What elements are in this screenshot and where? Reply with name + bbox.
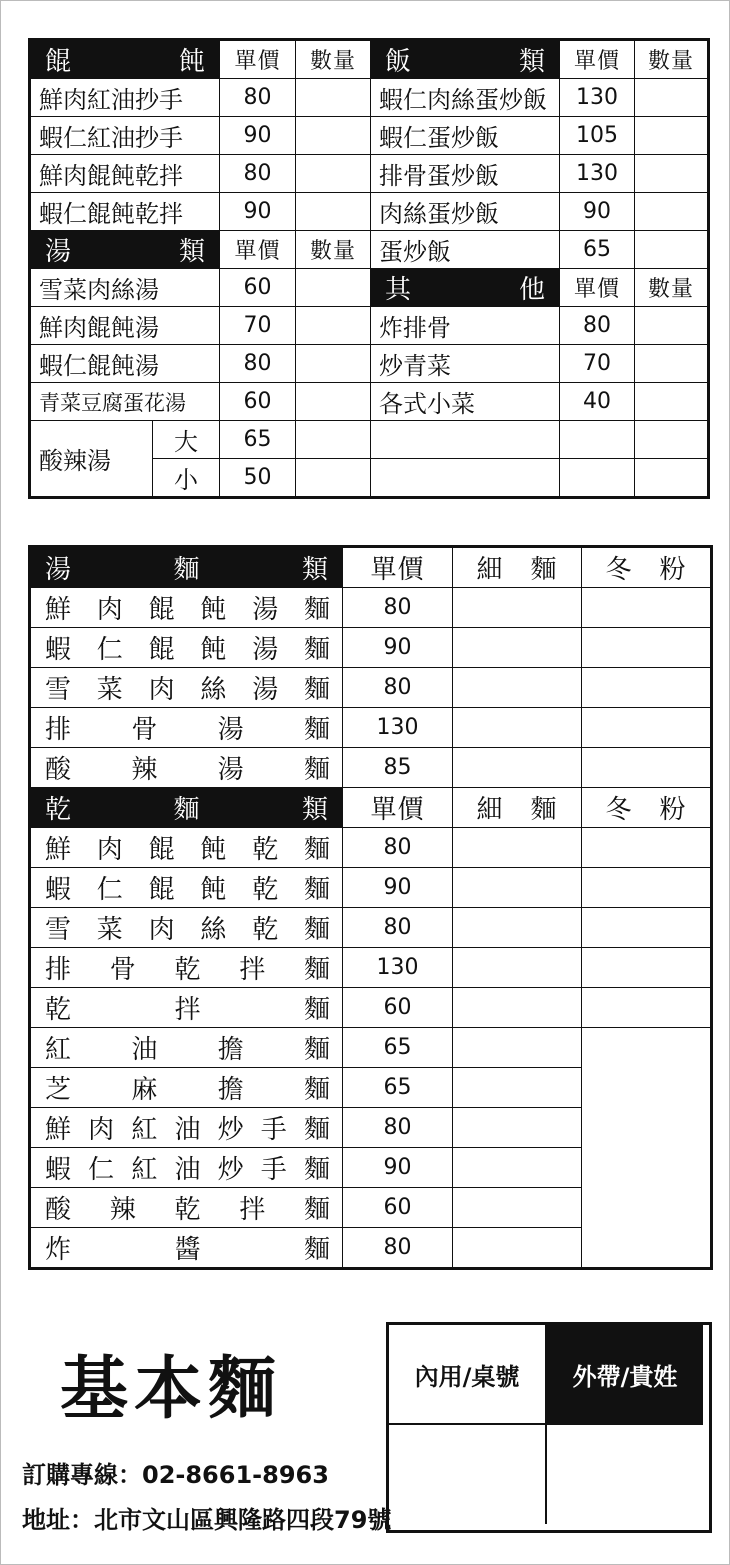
item-name: 各式小菜 — [371, 383, 560, 421]
glass-noodle-cell[interactable] — [582, 868, 712, 908]
thin-noodle-cell[interactable] — [453, 828, 582, 868]
thin-noodle-cell[interactable] — [453, 908, 582, 948]
qty-cell[interactable] — [296, 117, 371, 155]
thin-noodle-cell[interactable] — [453, 868, 582, 908]
glass-noodle-label: 冬 粉 — [582, 547, 712, 588]
empty-cell[interactable] — [635, 421, 709, 459]
noodle-row — [30, 588, 712, 628]
size-large: 大 — [153, 421, 220, 459]
item-price: 80 — [220, 345, 296, 383]
glass-noodle-cell[interactable] — [582, 748, 712, 788]
menu-row — [30, 79, 709, 117]
qty-cell[interactable] — [635, 117, 709, 155]
soup-qty-label: 數量 — [296, 231, 371, 269]
item-price: 130 — [343, 948, 453, 988]
noodle-row — [30, 708, 712, 748]
item-name: 青菜豆腐蛋花湯 — [30, 383, 220, 421]
item-price: 90 — [220, 117, 296, 155]
menu-row — [30, 231, 709, 269]
empty-cell[interactable] — [560, 421, 635, 459]
glass-noodle-label: 冬 粉 — [582, 788, 712, 828]
thin-noodle-cell[interactable] — [453, 1068, 582, 1108]
noodle-row — [30, 748, 712, 788]
takeout-label: 外帶/貴姓 — [547, 1325, 703, 1425]
rice-header: 飯 類 — [371, 40, 560, 79]
item-name: 蛋炒飯 — [371, 231, 560, 269]
item-name: 鮮 肉 紅 油 炒 手 麵 — [30, 1108, 343, 1148]
item-price: 80 — [220, 79, 296, 117]
item-name: 排 骨 乾 拌 麵 — [30, 948, 343, 988]
other-header: 其 他 — [371, 269, 560, 307]
empty-cell[interactable] — [635, 459, 709, 498]
glass-noodle-cell[interactable] — [582, 668, 712, 708]
item-name: 鮮 肉 餛 飩 湯 麵 — [30, 588, 343, 628]
item-price: 70 — [560, 345, 635, 383]
top-menu-table — [28, 38, 710, 499]
address-line: 地址：北市文山區興隆路四段79號 — [22, 1506, 392, 1534]
item-name: 蝦仁蛋炒飯 — [371, 117, 560, 155]
item-price: 85 — [343, 748, 453, 788]
item-name: 炸 醬 麵 — [30, 1228, 343, 1269]
wonton-header: 餛 飩 — [30, 40, 220, 79]
noodle-row — [30, 668, 712, 708]
rice-price-label: 單價 — [560, 40, 635, 79]
thin-noodle-cell[interactable] — [453, 1028, 582, 1068]
item-price: 60 — [343, 988, 453, 1028]
header-row — [30, 788, 712, 828]
item-price: 80 — [220, 155, 296, 193]
item-name: 肉絲蛋炒飯 — [371, 193, 560, 231]
thin-noodle-cell[interactable] — [453, 708, 582, 748]
thin-noodle-cell[interactable] — [453, 668, 582, 708]
menu-row — [30, 421, 709, 459]
item-price: 90 — [343, 868, 453, 908]
menu-row — [30, 155, 709, 193]
empty-cell[interactable] — [371, 421, 560, 459]
item-name: 乾 拌 麵 — [30, 988, 343, 1028]
noodle-menu-table — [28, 545, 713, 1270]
price-label: 單價 — [343, 788, 453, 828]
noodle-row — [30, 908, 712, 948]
wonton-qty-label: 數量 — [296, 40, 371, 79]
glass-noodle-cell[interactable] — [582, 628, 712, 668]
glass-noodle-cell[interactable] — [582, 908, 712, 948]
thin-noodle-cell[interactable] — [453, 988, 582, 1028]
item-price: 90 — [343, 628, 453, 668]
qty-cell[interactable] — [635, 345, 709, 383]
item-name: 炸排骨 — [371, 307, 560, 345]
item-price: 80 — [343, 588, 453, 628]
item-name: 酸 辣 乾 拌 麵 — [30, 1188, 343, 1228]
noodle-row — [30, 1028, 712, 1068]
glass-noodle-cell[interactable] — [582, 708, 712, 748]
other-price-label: 單價 — [560, 269, 635, 307]
item-name: 鮮肉餛飩湯 — [30, 307, 220, 345]
qty-cell[interactable] — [296, 269, 371, 307]
soup-noodles-header: 湯 麵 類 — [30, 547, 343, 588]
thin-noodle-label: 細 麵 — [453, 547, 582, 588]
item-name: 排 骨 湯 麵 — [30, 708, 343, 748]
thin-noodle-cell[interactable] — [453, 1188, 582, 1228]
table-number-field[interactable] — [389, 1425, 547, 1524]
soup-header: 湯 類 — [30, 231, 220, 269]
empty-cell[interactable] — [560, 459, 635, 498]
menu-row — [30, 117, 709, 155]
item-price: 60 — [220, 383, 296, 421]
thin-noodle-cell[interactable] — [453, 1228, 582, 1269]
thin-noodle-cell[interactable] — [453, 1148, 582, 1188]
item-name: 酸 辣 湯 麵 — [30, 748, 343, 788]
qty-cell[interactable] — [635, 79, 709, 117]
item-price: 90 — [560, 193, 635, 231]
thin-noodle-cell[interactable] — [453, 1108, 582, 1148]
glass-noodle-cell[interactable] — [582, 988, 712, 1028]
glass-noodle-cell[interactable] — [582, 588, 712, 628]
item-price: 65 — [220, 421, 296, 459]
item-name: 蝦仁肉絲蛋炒飯 — [371, 79, 560, 117]
item-price: 90 — [343, 1148, 453, 1188]
qty-cell[interactable] — [635, 307, 709, 345]
other-qty-label: 數量 — [635, 269, 709, 307]
size-small: 小 — [153, 459, 220, 498]
menu-row — [30, 383, 709, 421]
order-box — [386, 1322, 712, 1533]
item-price: 80 — [343, 1228, 453, 1269]
empty-cell[interactable] — [371, 459, 560, 498]
item-name: 雪 菜 肉 絲 乾 麵 — [30, 908, 343, 948]
item-price: 130 — [560, 155, 635, 193]
item-price: 80 — [343, 908, 453, 948]
item-name: 排骨蛋炒飯 — [371, 155, 560, 193]
menu-row — [30, 345, 709, 383]
item-price: 70 — [220, 307, 296, 345]
item-price: 65 — [343, 1028, 453, 1068]
item-price: 130 — [560, 79, 635, 117]
qty-cell[interactable] — [296, 79, 371, 117]
thin-noodle-cell[interactable] — [453, 748, 582, 788]
wonton-price-label: 單價 — [220, 40, 296, 79]
item-name: 紅 油 擔 麵 — [30, 1028, 343, 1068]
item-price: 80 — [343, 1108, 453, 1148]
thin-noodle-cell[interactable] — [453, 628, 582, 668]
qty-cell[interactable] — [296, 345, 371, 383]
noodle-row — [30, 828, 712, 868]
noodle-row — [30, 628, 712, 668]
item-name: 酸辣湯 — [30, 421, 153, 498]
item-name: 蝦仁餛飩湯 — [30, 345, 220, 383]
qty-cell[interactable] — [635, 193, 709, 231]
item-name: 蝦 仁 紅 油 炒 手 麵 — [30, 1148, 343, 1188]
glass-noodle-cell[interactable] — [582, 828, 712, 868]
qty-cell[interactable] — [296, 307, 371, 345]
glass-noodle-cell[interactable] — [582, 948, 712, 988]
item-price: 130 — [343, 708, 453, 748]
dry-noodles-header: 乾 麵 類 — [30, 788, 343, 828]
item-price: 80 — [343, 828, 453, 868]
phone-line: 訂購專線：02-8661-8963 — [22, 1461, 329, 1489]
item-price: 60 — [220, 269, 296, 307]
menu-row — [30, 269, 709, 307]
item-name: 鮮 肉 餛 飩 乾 麵 — [30, 828, 343, 868]
qty-cell[interactable] — [296, 193, 371, 231]
qty-cell[interactable] — [296, 421, 371, 459]
header-row — [30, 40, 709, 79]
noodle-row — [30, 868, 712, 908]
item-name: 蝦 仁 餛 飩 湯 麵 — [30, 628, 343, 668]
qty-cell[interactable] — [635, 231, 709, 269]
noodle-row — [30, 948, 712, 988]
item-name: 蝦仁紅油抄手 — [30, 117, 220, 155]
shop-name: 基本麵 — [60, 1349, 283, 1429]
rice-qty-label: 數量 — [635, 40, 709, 79]
item-price: 90 — [220, 193, 296, 231]
menu-row — [30, 307, 709, 345]
item-name: 雪 菜 肉 絲 湯 麵 — [30, 668, 343, 708]
item-name: 蝦 仁 餛 飩 乾 麵 — [30, 868, 343, 908]
dine-in-label: 內用/桌號 — [389, 1325, 547, 1425]
thin-noodle-cell[interactable] — [453, 948, 582, 988]
qty-cell[interactable] — [296, 155, 371, 193]
qty-cell[interactable] — [296, 383, 371, 421]
item-name: 鮮肉餛飩乾拌 — [30, 155, 220, 193]
soup-price-label: 單價 — [220, 231, 296, 269]
item-price: 65 — [560, 231, 635, 269]
item-price: 50 — [220, 459, 296, 498]
item-price: 65 — [343, 1068, 453, 1108]
thin-noodle-label: 細 麵 — [453, 788, 582, 828]
item-name: 鮮肉紅油抄手 — [30, 79, 220, 117]
price-label: 單價 — [343, 547, 453, 588]
item-name: 芝 麻 擔 麵 — [30, 1068, 343, 1108]
item-price: 40 — [560, 383, 635, 421]
item-price: 60 — [343, 1188, 453, 1228]
item-price: 80 — [560, 307, 635, 345]
noodle-row — [30, 988, 712, 1028]
qty-cell[interactable] — [296, 459, 371, 498]
customer-name-field[interactable] — [547, 1425, 703, 1524]
qty-cell[interactable] — [635, 383, 709, 421]
item-price: 80 — [343, 668, 453, 708]
item-name: 蝦仁餛飩乾拌 — [30, 193, 220, 231]
item-price: 105 — [560, 117, 635, 155]
glass-noodle-cell[interactable] — [582, 1028, 712, 1269]
qty-cell[interactable] — [635, 155, 709, 193]
item-name: 炒青菜 — [371, 345, 560, 383]
item-name: 雪菜肉絲湯 — [30, 269, 220, 307]
menu-row — [30, 193, 709, 231]
thin-noodle-cell[interactable] — [453, 588, 582, 628]
header-row — [30, 547, 712, 588]
